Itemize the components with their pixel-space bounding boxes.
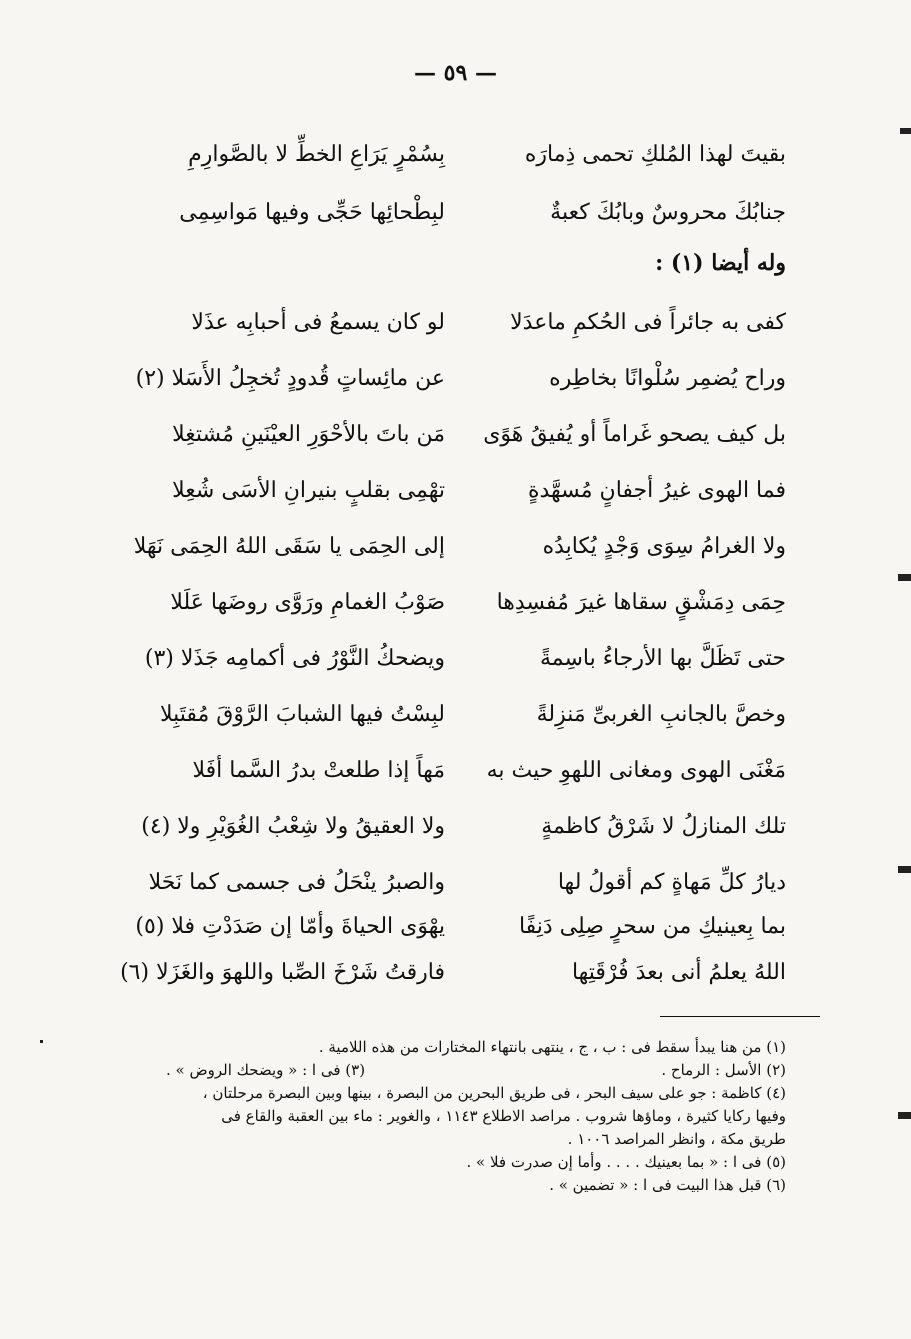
verse-left-hemistich: لو كان يسمعُ فى أحبابِه عذَلا xyxy=(191,310,445,335)
verse-right-hemistich: ديارُ كلِّ مَهاةٍ كم أقولُ لها xyxy=(557,870,786,895)
verse-right-hemistich: حتى تَظَلَّ بها الأرجاءُ باسِمةً xyxy=(539,646,786,671)
verse-left-hemistich: ويضحكُ النَّوْرُ فى أكمامِه جَذَلا (٣) xyxy=(144,646,445,671)
verse-left-hemistich: مَن باتَ بالأحْوَرِ العيْنَينِ مُشتغِلا xyxy=(172,422,445,447)
scan-edge-mark xyxy=(900,128,911,134)
verse-left-hemistich: بِسُمْرٍ يَرَاعِ الخطِّ لا بالصَّوارِمِ xyxy=(188,142,445,167)
verse-left-hemistich: مَهاً إذا طلعتْ بدرُ السَّما أفَلا xyxy=(192,758,445,783)
scan-edge-mark xyxy=(898,574,911,581)
verse-right-hemistich: تلك المنازلُ لا شَرْقُ كاظمةٍ xyxy=(541,814,786,839)
footnote-1: (١) من هنا يبدأ سقط فى : ب ، ج ، ينتهى بانتهاء المختارات من هذه اللامية . xyxy=(318,1038,786,1056)
verse-left-hemistich: فارقتُ شَرْخَ الصِّبا واللهوَ والغَزَلا (٦) xyxy=(120,960,445,985)
verse-right-hemistich: بل كيف يصحو غَراماً أو يُفيقُ هَوًى xyxy=(483,422,786,447)
verse-right-hemistich: ولا الغرامُ سِوَى وَجْدٍ يُكابِدُه xyxy=(542,534,786,559)
verse-left-hemistich: عن مائِساتٍ قُدودٍ تُخجِلُ الأَسَلا (٢) xyxy=(135,366,445,391)
verse-left-hemistich: والصبرُ ينْحَلُ فى جسمى كما نَحَلا xyxy=(148,870,445,895)
footnote-4: (٤) كاظمة : جو على سيف البحر ، فى طريق البحرين من البصرة ، بينها وبين البصرة مرحلتان ، xyxy=(202,1084,786,1102)
verse-right-hemistich: حِمَى دِمَشْقٍ سقاها غيرَ مُفسِدِها xyxy=(496,590,786,615)
verse-left-hemistich: لبِسْتُ فيها الشبابَ الرَّوْقَ مُقتَبِلا xyxy=(159,702,445,727)
verse-right-hemistich: بقيتَ لهذا المُلكِ تحمى ذِمارَه xyxy=(524,142,786,167)
footnote-separator xyxy=(660,1016,820,1017)
footnote-3: (٣) فى ا : « ويضحك الروض » . xyxy=(166,1061,366,1079)
verse-right-hemistich: جنابُكَ محروسٌ وبابُكَ كعبةٌ xyxy=(550,200,786,225)
verse-right-hemistich: بما بِعينيكِ من سحرٍ صِلِى دَنِفًا xyxy=(518,914,786,939)
footnote-4-continued: طريق مكة ، وانظر المراصد ١٠٠٦ . xyxy=(567,1130,786,1148)
footnote-2: (٢) الأسل : الرماح . xyxy=(661,1061,786,1079)
footnote-5: (٥) فى ا : « بما بعينيك . . . . وأما إن صدرت فلا » . xyxy=(466,1153,786,1171)
verse-right-hemistich: اللهُ يعلمُ أنى بعدَ فُرْقَتِها xyxy=(571,960,786,985)
scan-edge-mark xyxy=(898,866,911,873)
verse-right-hemistich: فما الهوى غيرُ أجفانٍ مُسهَّدةٍ xyxy=(527,478,786,503)
verse-right-hemistich: كفى به جائراً فى الحُكمِ ماعدَلا xyxy=(510,310,786,335)
scan-edge-mark xyxy=(898,1112,911,1119)
verse-right-hemistich: مَغْنَى الهوى ومغانى اللهوِ حيث به xyxy=(486,758,786,783)
poem-heading: وله أيضا (١) : xyxy=(655,250,786,276)
verse-left-hemistich: ولا العقيقُ ولا شِعْبُ الغُوَيْرِ ولا (٤) xyxy=(141,814,445,839)
page-number: — ٥٩ — xyxy=(414,60,497,86)
scan-speck xyxy=(40,1040,43,1043)
verse-right-hemistich: وراح يُضمِر سُلْوانًا بخاطِره xyxy=(549,366,786,391)
footnote-4-continued: وفيها ركايا كثيرة ، وماؤها شروب . مراصد الاطلاع ١١٤٣ ، والغوير : ماء بين العقبة والقاع فى xyxy=(221,1107,786,1125)
verse-left-hemistich: صَوْبُ الغمامِ ورَوَّى روضَها عَلَلا xyxy=(170,590,445,615)
footnote-row-2-3 xyxy=(166,1059,786,1082)
verse-right-hemistich: وخصَّ بالجانبِ الغربىِّ مَنزِلةً xyxy=(536,702,786,727)
footnote-6: (٦) قبل هذا البيت فى ا : « تضمين » . xyxy=(549,1176,786,1194)
verse-left-hemistich: لبِطْحائِها حَجِّى وفيها مَواسِمِى xyxy=(179,200,445,225)
footnotes xyxy=(86,1036,786,1197)
verse-left-hemistich: إلى الحِمَى يا سَقَى اللهُ الحِمَى نَهَلا xyxy=(133,534,445,559)
verse-left-hemistich: يهْوَى الحياةَ وأمّا إن صَدَدْتِ فلا (٥) xyxy=(135,914,445,939)
verse-left-hemistich: تهْمِى بقلبٍ بنيرانِ الأسَى شُعِلا xyxy=(172,478,445,503)
